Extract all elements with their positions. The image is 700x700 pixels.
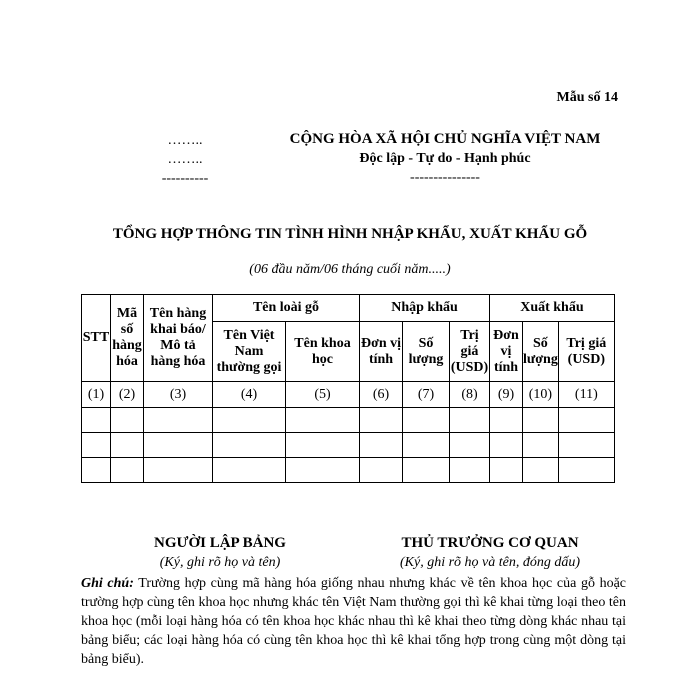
- table-cell: [450, 458, 490, 483]
- header-nk-tri-gia: Trị giá (USD): [450, 322, 490, 382]
- preparer-note: (Ký, ghi rõ họ và tên): [159, 555, 281, 570]
- table-cell: [523, 408, 559, 433]
- header-xuat-khau: Xuất khẩu: [490, 295, 615, 322]
- column-number: (8): [450, 382, 490, 408]
- table-cell: [111, 458, 144, 483]
- table-cell: [523, 458, 559, 483]
- table-cell: [558, 458, 614, 483]
- table-cell: [403, 433, 450, 458]
- column-number: (1): [82, 382, 111, 408]
- table-cell: [144, 408, 213, 433]
- header-ma-so: Mã số hàng hóa: [111, 295, 144, 382]
- table-cell: [360, 408, 403, 433]
- table-cell: [403, 458, 450, 483]
- table-cell: [82, 458, 111, 483]
- column-number: (3): [144, 382, 213, 408]
- table-cell: [360, 458, 403, 483]
- column-number: (4): [213, 382, 286, 408]
- table-cell: [213, 408, 286, 433]
- header-nk-don-vi: Đơn vị tính: [360, 322, 403, 382]
- header-nk-so-luong: Số lượng: [403, 322, 450, 382]
- table-cell: [286, 433, 360, 458]
- table-cell: [490, 433, 523, 458]
- document-period: (06 đầu năm/06 tháng cuối năm.....): [249, 262, 451, 277]
- table-cell: [144, 458, 213, 483]
- table-cell: [360, 433, 403, 458]
- report-table: [81, 294, 615, 483]
- table-row: [82, 408, 615, 433]
- table-row: [82, 458, 615, 483]
- table-cell: [286, 408, 360, 433]
- national-motto: Độc lập - Tự do - Hạnh phúc: [359, 151, 531, 166]
- column-number: (2): [111, 382, 144, 408]
- head-title: THỦ TRƯỞNG CƠ QUAN: [401, 535, 579, 551]
- header-ten-hang: Tên hàng khai báo/ Mô tả hàng hóa: [144, 295, 213, 382]
- agency-divider: ----------: [161, 171, 209, 186]
- header-xk-don-vi: Đơn vị tính: [490, 322, 523, 382]
- table-cell: [213, 458, 286, 483]
- header-ten-viet-nam: Tên Việt Nam thường gọi: [213, 322, 286, 382]
- document-title: TỔNG HỢP THÔNG TIN TÌNH HÌNH NHẬP KHẨU, XUẤT KHẨU GỖ: [112, 226, 588, 242]
- header-nhap-khau: Nhập khẩu: [360, 295, 490, 322]
- table-cell: [111, 408, 144, 433]
- column-number: (6): [360, 382, 403, 408]
- agency-line-2: ……..: [167, 152, 203, 167]
- head-signature: [370, 534, 610, 572]
- header-xk-tri-gia: Trị giá (USD): [558, 322, 614, 382]
- table-cell: [450, 408, 490, 433]
- table-cell: [82, 433, 111, 458]
- table-cell: [558, 433, 614, 458]
- table-cell: [450, 433, 490, 458]
- agency-header: [130, 131, 240, 188]
- preparer-signature: [110, 534, 330, 572]
- preparer-title: NGƯỜI LẬP BẢNG: [154, 535, 286, 551]
- table-cell: [82, 408, 111, 433]
- agency-line-1: ……..: [167, 133, 203, 148]
- column-number: (9): [490, 382, 523, 408]
- table-cell: [144, 433, 213, 458]
- table-cell: [213, 433, 286, 458]
- header-xk-so-luong: Số lượng: [523, 322, 559, 382]
- column-number: (5): [286, 382, 360, 408]
- form-number: Mẫu số 14: [556, 90, 618, 105]
- table-cell: [403, 408, 450, 433]
- column-number: (11): [558, 382, 614, 408]
- motto-divider: ---------------: [410, 170, 480, 185]
- table-cell: [490, 408, 523, 433]
- column-number: (7): [403, 382, 450, 408]
- country-name: CỘNG HÒA XÃ HỘI CHỦ NGHĨA VIỆT NAM: [289, 131, 601, 147]
- national-header: [250, 130, 640, 187]
- footnote-text: Trường hợp cùng mã hàng hóa giống nhau nhưng khác về tên khoa học của gỗ hoặc trường hợp cùng tên khoa học nhưng khác tên Việt Nam thường gọi thì kê khai từng loại theo tên khoa học (mỗi loại hàng hóa có tên khoa học khác nhau thì kê khai theo từng dòng khác nhau tại bảng biểu; các loại hàng hóa có cùng tên khoa học thì kê khai tổng hợp trong cùng một dòng tại bảng biểu).: [81, 576, 627, 667]
- header-stt: STT: [82, 295, 111, 382]
- table-cell: [523, 433, 559, 458]
- table-cell: [490, 458, 523, 483]
- column-number: (10): [523, 382, 559, 408]
- table-cell: [286, 458, 360, 483]
- table-cell: [111, 433, 144, 458]
- footnote-label: Ghi chú:: [81, 576, 134, 591]
- header-ten-khoa-hoc: Tên khoa học: [286, 322, 360, 382]
- footnote: [81, 574, 626, 669]
- table-row: [82, 433, 615, 458]
- header-ten-loai-go: Tên loài gỗ: [213, 295, 360, 322]
- head-note: (Ký, ghi rõ họ và tên, đóng dấu): [399, 555, 581, 570]
- table-cell: [558, 408, 614, 433]
